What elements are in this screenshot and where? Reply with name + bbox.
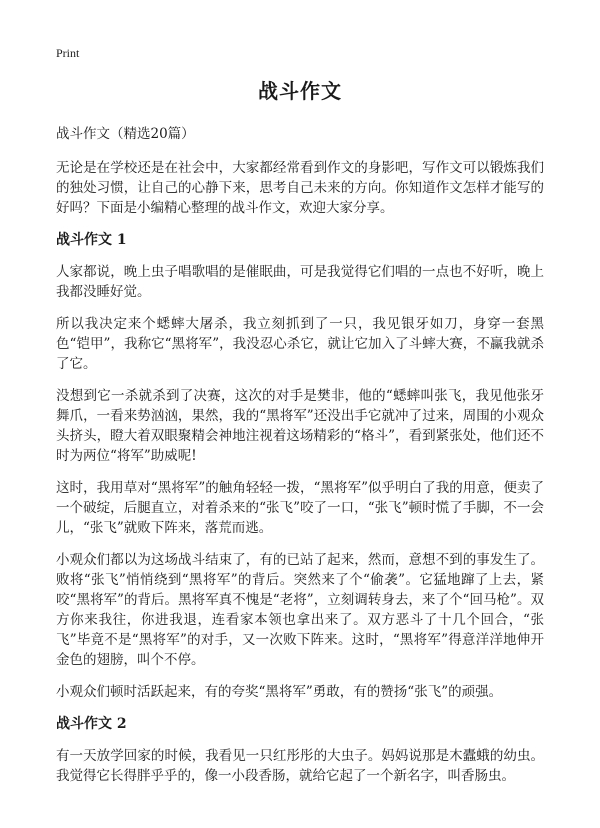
section-paragraph: 小观众们都以为这场战斗结束了，有的已站了起来，然而，意想不到的事发生了。败将“张飞”悄悄绕到“黑将军”的背后。突然来了个“偷袭”。它猛地蹿了上去，紧咬“黑将军”的背后。黑将军真不愧是“老将”，立刻调转身去，来了个“回马枪”。双方你来我往，你进我退，连看家本领也拿出来了。双方恶斗了十几个回合，“张飞”毕竟不是“黑将军”的对手，又一次败下阵来。这时，“黑将军”得意洋洋地伸开金色的翅膀，叫个不停。: [56, 552, 544, 668]
section-paragraph: 所以我决定来个蟋蟀大屠杀，我立刻抓到了一只，我见银牙如刀，身穿一套黑色“铠甲”，我称它“黑将军”，我没忍心杀它，就让它加入了斗蟀大赛，不赢我就杀了它。: [56, 316, 544, 372]
section-heading: 战斗作文 2: [56, 716, 127, 732]
section-paragraph: 这时，我用草对“黑将军”的触角轻轻一拨，“黑将军”似乎明白了我的用意，便卖了一个破绽，后腿直立，对着杀来的“张飞”咬了一口，“张飞”顿时慌了手脚，不一会儿，“张飞”就败下阵来，落荒而逃。: [56, 480, 544, 536]
section-paragraph: 没想到它一杀就杀到了决赛，这次的对手是樊非，他的“蟋蟀叫张飞，我见他张牙舞爪，一看来势汹汹，果然，我的“黑将军”还没出手它就冲了过来，周围的小观众头挤头，瞪大着双眼聚精会神地注视着这场精彩的“格斗”，看到紧张处，他们还不时为两位“将军”助威呢!: [56, 388, 544, 464]
intro-paragraph: 无论是在学校还是在社会中，大家都经常看到作文的身影吧，写作文可以锻炼我们的独处习惯，让自己的心静下来，思考自己未来的方向。你知道作文怎样才能写的好吗？下面是小编精心整理的战斗作文，欢迎大家分享。: [56, 160, 544, 216]
section-paragraph: 人家都说，晚上虫子唱歌唱的是催眠曲，可是我觉得它们唱的一点也不好听，晚上我都没睡好觉。: [56, 264, 544, 300]
section-paragraph: 小观众们顿时活跃起来，有的夸奖“黑将军”勇敢，有的赞扬“张飞”的顽强。: [56, 684, 503, 700]
print-label[interactable]: Print: [56, 46, 80, 60]
section-paragraph: 有一天放学回家的时候，我看见一只红彤彤的大虫子。妈妈说那是木蠹蛾的幼虫。我觉得它长得胖乎乎的，像一小段香肠，就给它起了一个新名字，叫香肠虫。: [56, 748, 544, 784]
section-heading: 战斗作文 1: [56, 232, 127, 248]
document-title: 战斗作文: [258, 79, 342, 103]
document-subtitle: 战斗作文（精选20篇）: [56, 126, 195, 142]
section-1: [56, 230, 544, 702]
section-2: [56, 714, 544, 786]
